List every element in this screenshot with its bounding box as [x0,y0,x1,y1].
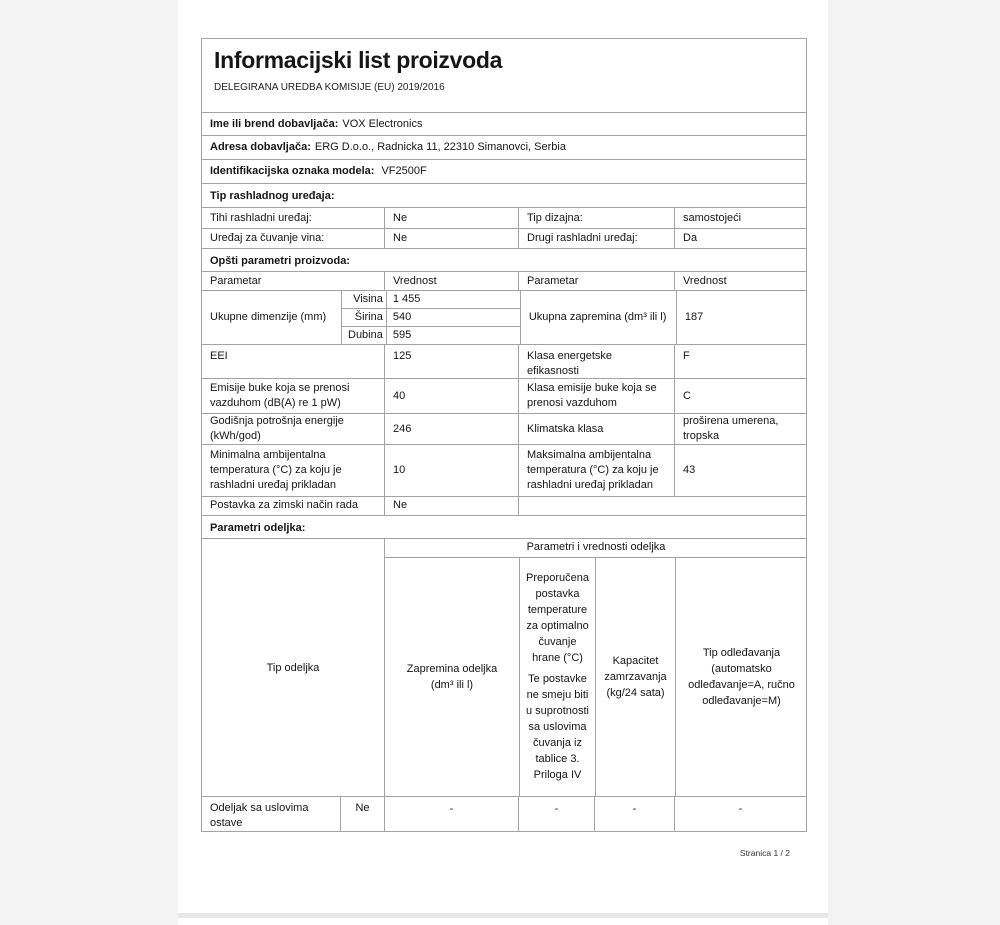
param-label: Godišnja potrošnja energije (kWh/god) [210,415,344,442]
section-compartments-heading-row [202,515,806,538]
param-label: Klasa emisije buke koja se prenosi vazduhom [518,379,674,413]
param-label: EEI [210,350,228,362]
supplier-brand-row [202,112,806,135]
param-value: proširena umerena, tropska [674,414,806,444]
eei-row [202,344,806,378]
param-value: Ne [384,208,518,228]
dimension-value: 595 [387,326,520,344]
page-margin-left [0,0,178,925]
volume-column-header: Zapremina odeljka (dm³ ili l) [406,662,498,691]
compartment-name: Odeljak sa uslovima ostave [210,802,309,829]
general-column-header-row [202,271,806,290]
winter-setting-row [202,496,806,515]
param-label: Postavka za zimski način rada [210,499,358,511]
total-volume-value: 187 [676,291,808,344]
dimensions-label: Ukupne dimenzije (mm) [210,311,327,323]
supplier-brand-label: Ime ili brend dobavljača: [210,118,339,130]
temperature-header-para1: Preporučena postavka temperature za optimalno čuvanje hrane (°C) [526,572,589,665]
supplier-address-value: ERG D.o.o., Radnicka 11, 22310 Simanovci, Serbia [314,141,566,153]
page-break-separator [178,913,828,918]
param-value: 10 [384,445,518,496]
temperature-header-para2: Te postavke ne smeju biti u suprotnosti sa uslovima čuvanja iz tablice 3. Priloga IV [526,673,589,782]
param-label: Klimatska klasa [518,414,674,444]
defrost-type-column-header: Tip odleđavanja (automatsko odleđavanje=A, ručno odleđavanje=M) [675,558,807,796]
dimension-names [341,291,386,344]
param-label: Klasa energetske efikasnosti [518,345,674,378]
param-value: 246 [384,414,518,444]
freezing-capacity-column-header: Kapacitet zamrzavanja (kg/24 sata) [595,558,675,796]
energy-row [202,413,806,444]
page-number-label: Stranica 1 / 2 [739,848,790,858]
compartment-defrost-type: - [674,797,806,831]
model-id-row [202,159,806,183]
column-header: Vrednost [384,272,518,290]
compartment-volume: - [384,797,518,831]
column-header: Parametar [210,275,262,287]
model-id-value: VF2500F [381,165,427,177]
compartment-data-row [202,796,806,831]
param-label: Emisije buke koja se prenosi vazduhom (dB(A) re 1 pW) [210,382,350,409]
dimension-value: 540 [387,308,520,326]
param-value: 40 [384,379,518,413]
param-value: 43 [674,445,806,496]
param-value: samostojeći [674,208,806,228]
section-type-heading: Tip rashladnog uređaja: [210,190,335,202]
param-label: Tihi rashladni uređaj: [210,212,312,224]
total-volume-label: Ukupna zapremina (dm³ ili l) [520,291,676,344]
compartment-freezing-capacity: - [594,797,674,831]
product-information-sheet [201,38,807,832]
dimension-name: Visina [353,293,383,305]
param-value: F [674,345,806,378]
param-value: Da [674,229,806,248]
column-header: Vrednost [674,272,806,290]
compartment-present: Ne [340,797,384,831]
compartment-temperature: - [518,797,594,831]
dimension-name: Širina [342,308,386,326]
dimensions-row [202,290,806,344]
compartment-header-block [202,538,806,796]
temperature-column-header [519,558,595,796]
supplier-address-row [202,135,806,159]
section-general-heading-row [202,248,806,271]
param-label: Uređaj za čuvanje vina: [210,232,325,244]
dimension-value: 1 455 [392,293,421,305]
supplier-brand-value: VOX Electronics [342,118,423,130]
page-subtitle: DELEGIRANA UREDBA KOMISIJE (EU) 2019/2016 [214,82,445,93]
section-general-heading: Opšti parametri proizvoda: [210,255,350,267]
param-label: Drugi rashladni uređaj: [518,229,674,248]
dimension-values [386,291,520,344]
compartment-type-header: Tip odeljka [266,661,320,674]
type-row-2 [202,228,806,248]
dimension-name: Dubina [342,326,386,344]
param-label: Maksimalna ambijentalna temperatura (°C) za koju je rashladni uređaj prikladan [518,445,674,496]
empty-cell [518,497,806,515]
title-cell [202,39,806,112]
param-label: Minimalna ambijentalna temperatura (°C) za koju je rashladni uređaj prikladan [210,449,342,491]
temperature-range-row [202,444,806,496]
section-type-heading-row [202,183,806,207]
param-value: C [674,379,806,413]
compartment-column-headers [385,557,807,796]
param-value: 125 [384,345,518,378]
param-value: Ne [384,229,518,248]
page-title: Informacijski list proizvoda [214,47,503,73]
column-header: Parametar [518,272,674,290]
page-margin-right [828,0,1000,925]
compartment-group-header: Parametri i vrednosti odeljka [526,541,666,553]
section-compartments-heading: Parametri odeljka: [210,522,306,534]
model-id-label: Identifikacijska oznaka modela: [210,165,375,177]
type-row-1 [202,207,806,228]
param-value: Ne [384,497,518,515]
noise-row [202,378,806,413]
param-label: Tip dizajna: [518,208,674,228]
compartment-values-header-area [384,539,807,796]
supplier-address-label: Adresa dobavljača: [210,141,311,153]
title-row [202,39,806,112]
